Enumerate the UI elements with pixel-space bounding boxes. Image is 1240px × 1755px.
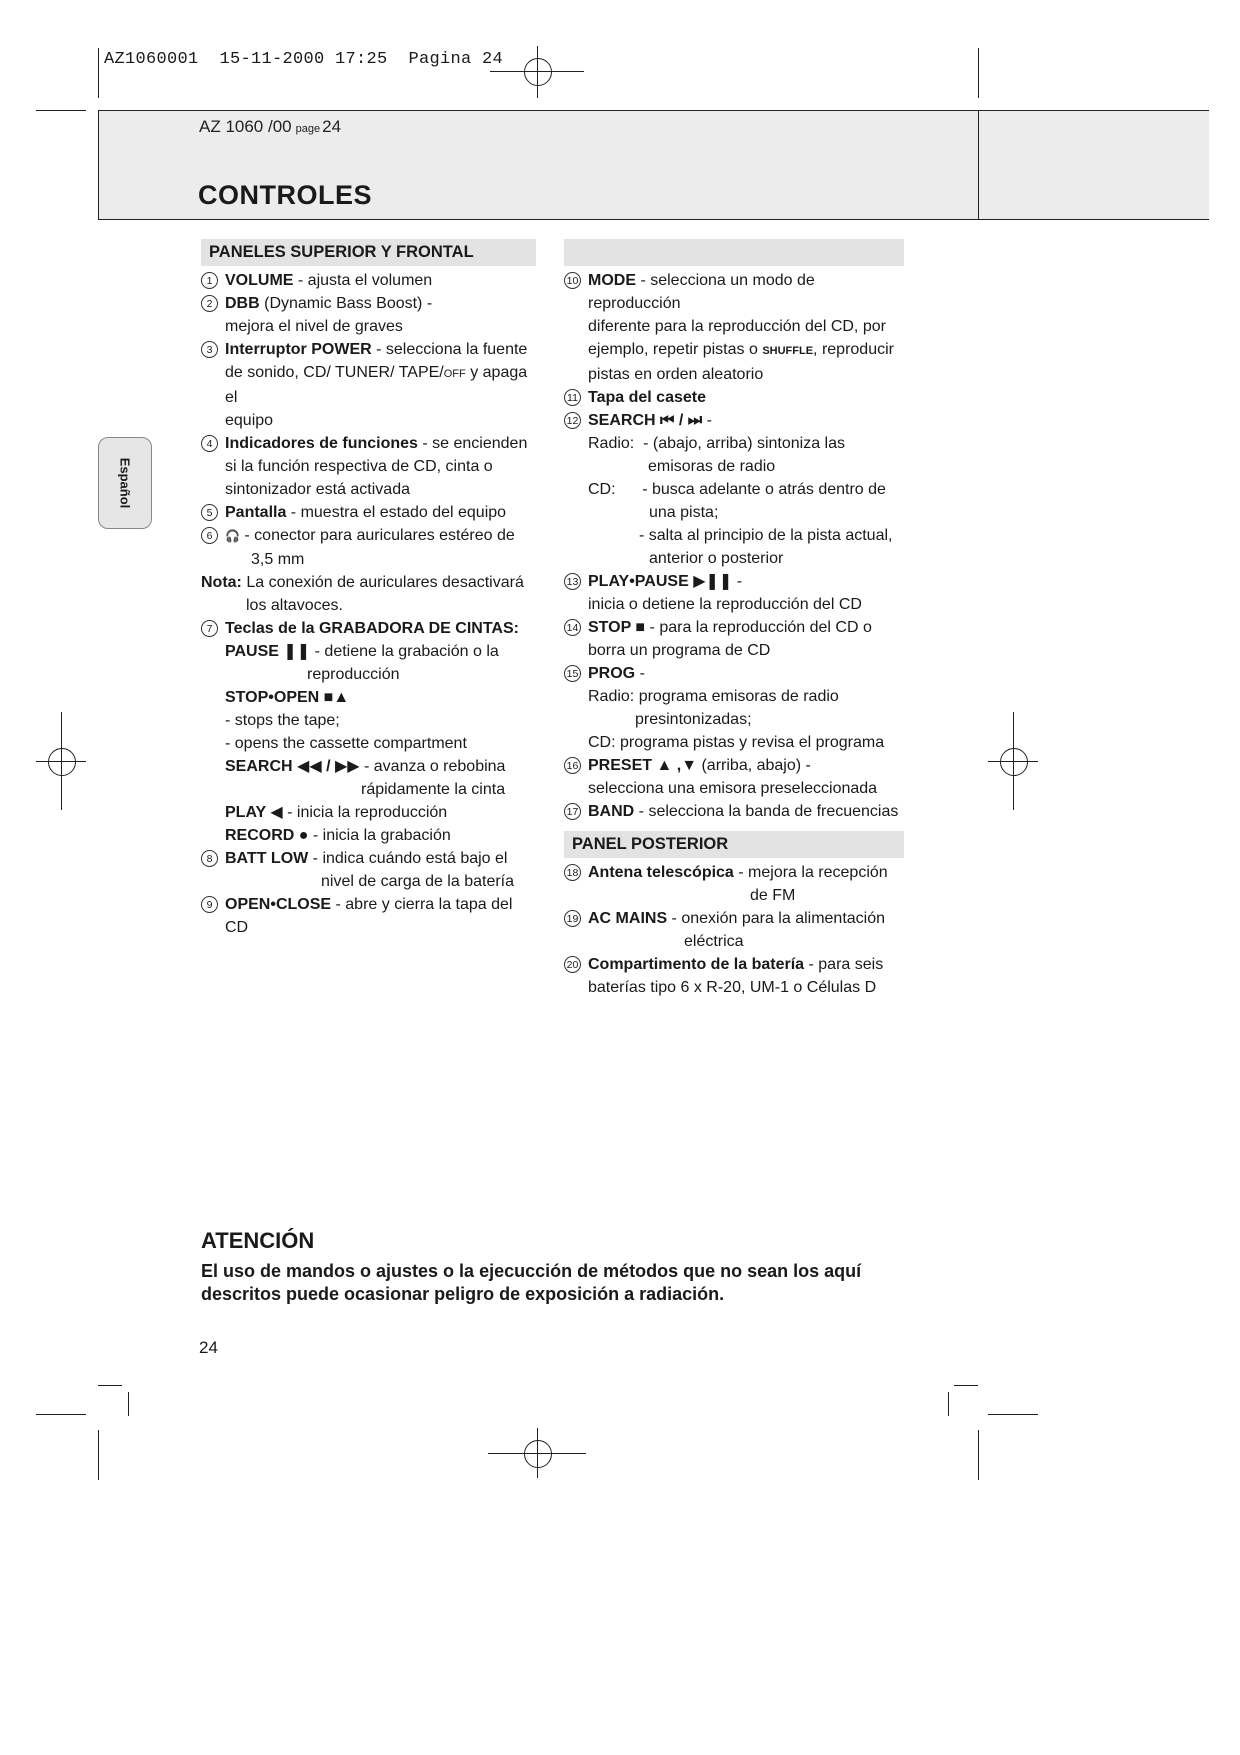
list-item bbox=[201, 292, 536, 338]
item-number: 3 bbox=[201, 341, 218, 358]
note-text-cont: los altavoces. bbox=[246, 597, 343, 614]
list-item bbox=[564, 953, 904, 999]
crop-mark bbox=[978, 48, 979, 98]
item-text-cont: mejora el nivel de graves bbox=[225, 318, 403, 335]
item-number: 19 bbox=[564, 910, 581, 927]
item-label: PLAY•PAUSE ▶❚❚ bbox=[588, 573, 733, 590]
item-text-cont: si la función respectiva de CD, cinta o bbox=[225, 458, 493, 475]
sub-item-pause bbox=[201, 640, 536, 686]
item-text-cont: de sonido, CD/ TUNER/ TAPE/ bbox=[225, 364, 444, 381]
crop-mark bbox=[128, 1392, 129, 1416]
note-label: Nota: bbox=[201, 574, 242, 591]
list-item bbox=[201, 893, 536, 939]
item-number: 12 bbox=[564, 412, 581, 429]
list-item bbox=[564, 800, 904, 823]
search-text-cont: rápidamente la cinta bbox=[361, 781, 506, 798]
item-text: - bbox=[732, 573, 743, 590]
page-number: 24 bbox=[199, 1338, 218, 1357]
registration-mark bbox=[1013, 712, 1014, 810]
item-number: 1 bbox=[201, 272, 218, 289]
item-text: - selecciona la banda de frecuencias bbox=[634, 803, 899, 820]
item-text-cont: presintonizadas; bbox=[635, 711, 752, 728]
item-text: - mejora la recepción bbox=[733, 864, 888, 881]
item-number: 8 bbox=[201, 850, 218, 867]
item-number: 20 bbox=[564, 956, 581, 973]
item-number: 14 bbox=[564, 619, 581, 636]
list-item bbox=[201, 269, 536, 292]
item-number: 15 bbox=[564, 665, 581, 682]
item-number: 17 bbox=[564, 803, 581, 820]
item-label: Pantalla bbox=[225, 504, 287, 521]
item-text-cd2: - salta al principio de la pista actual, bbox=[639, 527, 893, 544]
item-text-radio: Radio: - (abajo, arriba) sintoniza las bbox=[588, 435, 846, 452]
item-text-cont: borra un programa de CD bbox=[588, 642, 771, 659]
crop-mark bbox=[954, 1385, 978, 1386]
list-item bbox=[201, 501, 536, 524]
list-item bbox=[201, 432, 536, 501]
warning-title: ATENCIÓN bbox=[201, 1228, 315, 1253]
item-number: 5 bbox=[201, 504, 218, 521]
section-header-blank bbox=[564, 239, 904, 266]
crop-mark bbox=[98, 1385, 122, 1386]
item-label: Interruptor POWER bbox=[225, 341, 372, 358]
list-item bbox=[564, 754, 904, 800]
item-text: (Dynamic Bass Boost) - bbox=[259, 295, 433, 312]
list-item bbox=[564, 861, 904, 907]
registration-mark bbox=[524, 58, 552, 86]
language-tab-label: Español bbox=[117, 457, 133, 509]
item-text-cont: selecciona una emisora preseleccionada bbox=[588, 780, 878, 797]
section-header-rear: PANEL POSTERIOR bbox=[564, 831, 904, 858]
crop-mark bbox=[98, 48, 99, 98]
language-tab bbox=[98, 437, 152, 529]
item-text: - para seis bbox=[804, 956, 884, 973]
item-text: - se encienden bbox=[417, 435, 528, 452]
sub-item-stop-open bbox=[201, 686, 536, 755]
item-text: - muestra el estado del equipo bbox=[286, 504, 507, 521]
item-number: 2 bbox=[201, 295, 218, 312]
list-item bbox=[201, 338, 536, 432]
item-text: - selecciona la fuente bbox=[371, 341, 528, 358]
item-label: Tapa del casete bbox=[588, 389, 706, 406]
registration-mark bbox=[524, 1440, 552, 1468]
item-number: 6 bbox=[201, 527, 218, 544]
item-label: Indicadores de funciones bbox=[225, 435, 418, 452]
crop-mark bbox=[36, 110, 86, 111]
sub-item-play bbox=[201, 801, 536, 824]
item-text-cont: y apaga el bbox=[225, 364, 528, 406]
list-item bbox=[201, 847, 536, 893]
item-text-cont: una pista; bbox=[649, 504, 719, 521]
item-text: - ajusta el volumen bbox=[293, 272, 433, 289]
item-label: BAND bbox=[588, 803, 635, 820]
item-label: BATT LOW bbox=[225, 850, 309, 867]
item-text-cont: equipo bbox=[225, 412, 274, 429]
item-label: PRESET ▲ ,▼ bbox=[588, 757, 698, 774]
registration-mark bbox=[48, 748, 76, 776]
item-text-cd: CD: programa pistas y revisa el programa bbox=[588, 734, 885, 751]
page-word: page bbox=[295, 123, 321, 135]
model-number: AZ 1060 /00 bbox=[199, 117, 292, 136]
item-text: (arriba, abajo) - bbox=[697, 757, 811, 774]
header-band-extension bbox=[978, 110, 1209, 220]
page-ref-number: 24 bbox=[322, 117, 342, 136]
stop-open-text: - opens the cassette compartment bbox=[225, 735, 467, 752]
page-reference bbox=[199, 117, 341, 137]
registration-mark bbox=[537, 1428, 538, 1478]
item-text-cont: de FM bbox=[750, 887, 796, 904]
item-text: - onexión para la alimentación bbox=[667, 910, 886, 927]
item-text-cont: emisoras de radio bbox=[648, 458, 776, 475]
pause-label: PAUSE ❚❚ bbox=[225, 643, 311, 660]
crop-mark bbox=[948, 1392, 949, 1416]
warning-text: El uso de mandos o ajustes o la ejecucción de métodos que no sean los aquí descritos puede ocasionar peligro de exposición a radiación. bbox=[201, 1261, 862, 1304]
item-number: 11 bbox=[564, 389, 581, 406]
item-text-cont: 3,5 mm bbox=[251, 551, 305, 568]
pause-text: - detiene la grabación o la bbox=[310, 643, 499, 660]
item-label: OPEN•CLOSE bbox=[225, 896, 332, 913]
crop-mark bbox=[98, 1430, 99, 1480]
stop-open-text: - stops the tape; bbox=[225, 712, 340, 729]
item-text-cont: diferente para la reproducción del CD, por bbox=[588, 318, 886, 335]
item-text: - indica cuándo está bajo el bbox=[308, 850, 508, 867]
list-item bbox=[564, 570, 904, 616]
page-title: CONTROLES bbox=[198, 180, 373, 210]
stop-open-label: STOP•OPEN ■▲ bbox=[225, 689, 350, 706]
list-item bbox=[564, 386, 904, 409]
play-text: - inicia la reproducción bbox=[282, 804, 448, 821]
item-text-cont: anterior o posterior bbox=[649, 550, 784, 567]
item-text-cont: ejemplo, repetir pistas o bbox=[588, 341, 763, 358]
item-text-cont: nivel de carga de la batería bbox=[321, 873, 515, 890]
item-number: 4 bbox=[201, 435, 218, 452]
pause-text-cont: reproducción bbox=[307, 666, 400, 683]
search-text: - avanza o rebobina bbox=[359, 758, 506, 775]
item-text-radio: Radio: programa emisoras de radio bbox=[588, 688, 839, 705]
list-item bbox=[564, 409, 904, 570]
item-text: - selecciona un modo de reproducción bbox=[588, 272, 815, 312]
item-text: - para la reproducción del CD o bbox=[645, 619, 872, 636]
item-label: MODE bbox=[588, 272, 636, 289]
record-text: - inicia la grabación bbox=[308, 827, 451, 844]
item-label: SEARCH ⏮ / ⏭ bbox=[588, 412, 703, 429]
list-item bbox=[564, 269, 904, 386]
item-number: 7 bbox=[201, 620, 218, 637]
item-number: 10 bbox=[564, 272, 581, 289]
search-label: SEARCH ◀◀ / ▶▶ bbox=[225, 758, 360, 775]
off-label: OFF bbox=[443, 368, 466, 380]
item-text-cont: baterías tipo 6 x R-20, UM-1 o Células D bbox=[588, 979, 877, 996]
item-text-cont: inicia o detiene la reproducción del CD bbox=[588, 596, 862, 613]
item-label: DBB bbox=[225, 295, 260, 312]
list-item bbox=[564, 907, 904, 953]
crop-mark bbox=[988, 1414, 1038, 1415]
item-number: 13 bbox=[564, 573, 581, 590]
item-label: Teclas de la GRABADORA DE CINTAS: bbox=[225, 620, 519, 637]
headphones-icon: 🎧 bbox=[225, 529, 240, 543]
item-number: 18 bbox=[564, 864, 581, 881]
list-item bbox=[564, 662, 904, 754]
registration-mark bbox=[1000, 748, 1028, 776]
list-item bbox=[201, 617, 536, 640]
play-label: PLAY ◀ bbox=[225, 804, 283, 821]
item-text-cont: eléctrica bbox=[684, 933, 744, 950]
item-label: Antena telescópica bbox=[588, 864, 734, 881]
item-text-cont: pistas en orden aleatorio bbox=[588, 366, 764, 383]
item-text: - abre y cierra la tapa del CD bbox=[225, 896, 513, 936]
crop-mark bbox=[36, 1414, 86, 1415]
item-text: - bbox=[635, 665, 645, 682]
left-column bbox=[201, 239, 536, 939]
item-text-cont: sintonizador está activada bbox=[225, 481, 410, 498]
item-label: PROG bbox=[588, 665, 636, 682]
right-column bbox=[564, 239, 904, 999]
item-label: STOP ■ bbox=[588, 619, 646, 636]
item-text: - conector para auriculares estéreo de bbox=[239, 527, 515, 544]
registration-mark bbox=[537, 46, 538, 98]
item-label: Compartimento de la batería bbox=[588, 956, 805, 973]
note bbox=[201, 571, 536, 617]
print-slug: AZ1060001 15-11-2000 17:25 Pagina 24 bbox=[104, 50, 504, 69]
item-number: 16 bbox=[564, 757, 581, 774]
registration-mark bbox=[61, 712, 62, 810]
item-text-cd: CD: - busca adelante o atrás dentro de bbox=[588, 481, 886, 498]
item-text-cont: , reproducir bbox=[813, 341, 894, 358]
list-item bbox=[564, 616, 904, 662]
list-item bbox=[201, 524, 536, 571]
record-label: RECORD ● bbox=[225, 827, 309, 844]
section-header-top-front: PANELES SUPERIOR Y FRONTAL bbox=[201, 239, 536, 266]
item-text: - bbox=[702, 412, 712, 429]
crop-mark bbox=[978, 1430, 979, 1480]
item-number: 9 bbox=[201, 896, 218, 913]
item-label: VOLUME bbox=[225, 272, 294, 289]
shuffle-label: SHUFFLE bbox=[762, 345, 814, 357]
sub-item-search bbox=[201, 755, 536, 801]
item-label: AC MAINS bbox=[588, 910, 668, 927]
note-text: La conexión de auriculares desactivará bbox=[241, 574, 524, 591]
sub-item-record bbox=[201, 824, 536, 847]
